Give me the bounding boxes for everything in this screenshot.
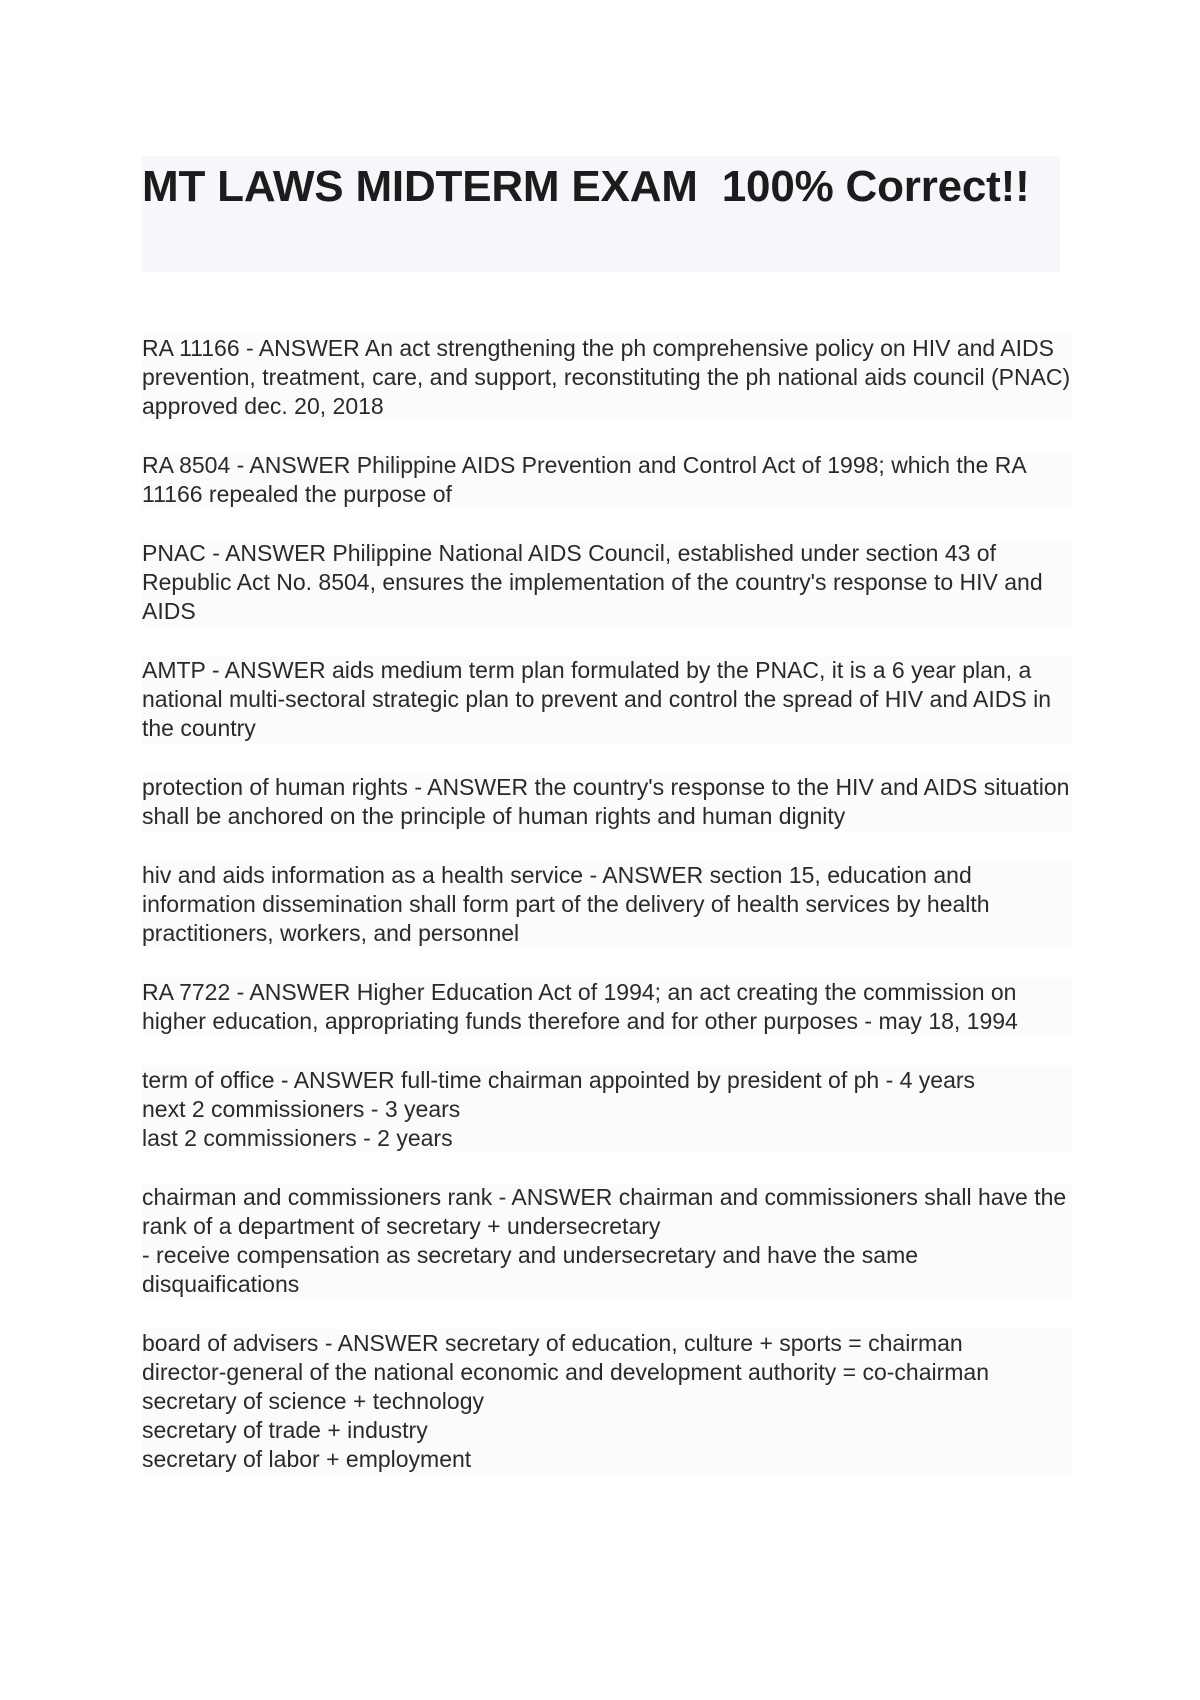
qa-text-line: RA 7722 - ANSWER Higher Education Act of 1994; an act creating the commission on higher education, appropriating funds therefore and for other purposes - may 18, 1994 — [142, 979, 1018, 1034]
qa-text-line: term of office - ANSWER full-time chairman appointed by president of ph - 4 years — [142, 1067, 976, 1093]
qa-text-line: next 2 commissioners - 3 years — [142, 1096, 461, 1122]
qa-text-line: last 2 commissioners - 2 years — [142, 1125, 453, 1151]
qa-item — [142, 861, 1072, 948]
qa-item — [142, 978, 1072, 1036]
page-title: MT LAWS MIDTERM EXAM 100% Correct!! — [142, 162, 1030, 211]
qa-item — [142, 773, 1072, 831]
qa-item — [142, 1329, 1072, 1474]
qa-text-line: RA 11166 - ANSWER An act strengthening the ph comprehensive policy on HIV and AIDS prevention, treatment, care, and support, reconstituting the ph national aids council (PNAC) approved dec. 20, 2018 — [142, 335, 1071, 419]
qa-item — [142, 1066, 1072, 1153]
qa-item — [142, 539, 1072, 626]
qa-text-line: - receive compensation as secretary and undersecretary and have the same disquaifications — [142, 1242, 919, 1297]
qa-text-line: RA 8504 - ANSWER Philippine AIDS Prevention and Control Act of 1998; which the RA 11166 repealed the purpose of — [142, 452, 1026, 507]
title-block — [142, 156, 1060, 272]
qa-item — [142, 1183, 1072, 1299]
qa-item — [142, 451, 1072, 509]
qa-text-line: director-general of the national economic and development authority = co-chairman — [142, 1359, 990, 1385]
qa-list — [142, 334, 1072, 1504]
qa-text-line: PNAC - ANSWER Philippine National AIDS Council, established under section 43 of Republic Act No. 8504, ensures the implementation of the country's response to HIV and AIDS — [142, 540, 1043, 624]
qa-text-line: AMTP - ANSWER aids medium term plan formulated by the PNAC, it is a 6 year plan, a national multi-sectoral strategic plan to prevent and control the spread of HIV and AIDS in the country — [142, 657, 1052, 741]
qa-text-line: secretary of labor + employment — [142, 1446, 472, 1472]
qa-text-line: hiv and aids information as a health service - ANSWER section 15, education and information dissemination shall form part of the delivery of health services by health practitioners, workers, and personnel — [142, 862, 990, 946]
qa-text-line: protection of human rights - ANSWER the country's response to the HIV and AIDS situation shall be anchored on the principle of human rights and human dignity — [142, 774, 1070, 829]
qa-text-line: board of advisers - ANSWER secretary of education, culture + sports = chairman — [142, 1330, 963, 1356]
qa-text-line: secretary of science + technology — [142, 1388, 484, 1414]
qa-text-line: secretary of trade + industry — [142, 1417, 428, 1443]
qa-item — [142, 334, 1072, 421]
qa-item — [142, 656, 1072, 743]
qa-text-line: chairman and commissioners rank - ANSWER chairman and commissioners shall have the rank of a department of secretary + undersecretary — [142, 1184, 1067, 1239]
